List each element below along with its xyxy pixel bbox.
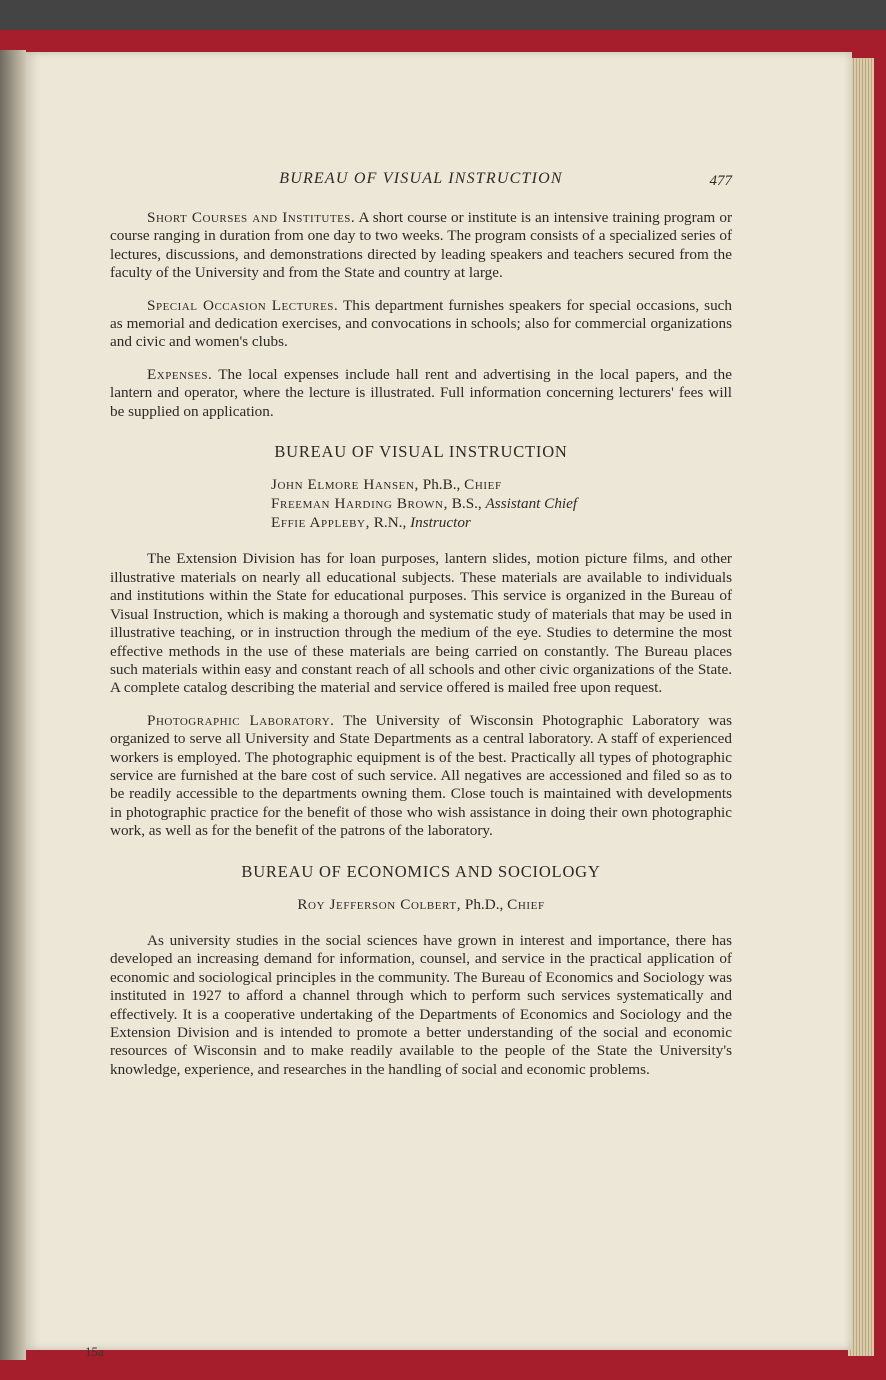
paragraph-photographic-laboratory: [110, 712, 732, 841]
section-heading-visual-instruction: BUREAU OF VISUAL INSTRUCTION: [274, 442, 568, 462]
page-content: [110, 170, 732, 1093]
signature-mark: 15a: [85, 1344, 104, 1359]
staff-entry: [110, 494, 732, 513]
staff-title: Instructor: [410, 514, 471, 532]
paragraph-lead: Expenses.: [147, 365, 213, 383]
staff-name: Freeman Harding Brown,: [271, 495, 448, 513]
page-number: 477: [709, 173, 732, 189]
book-page: [26, 52, 852, 1359]
section-heading-economics-sociology: BUREAU OF ECONOMICS AND SOCIOLOGY: [241, 861, 601, 881]
running-head: [110, 170, 732, 194]
paragraph-lead: Special Occasion Lectures.: [147, 296, 339, 314]
staff-entry: [110, 513, 732, 532]
paragraph-lead: Photographic Laboratory.: [147, 711, 335, 729]
staff-title: Chief: [464, 476, 502, 494]
staff-degree: R.N.,: [369, 514, 411, 532]
staff-entry: [110, 475, 732, 494]
paragraph-text: A short course or institute is an intensive training program or course ranging in duration from one day to two weeks. The program consists of a specialized series of lectures, discussions, and demonstrations directed by leading speakers and teachers secured from the faculty of the University and from the State and country at large.: [110, 209, 733, 282]
staff-list-economics: [110, 895, 732, 914]
paragraph-special-lectures: [110, 297, 732, 352]
running-head-title: BUREAU OF VISUAL INSTRUCTION: [279, 170, 563, 187]
paragraph-economics: As university studies in the social sciences have grown in interest and importance, there has developed an increasing demand for information, counsel, and service in the practical application of economic and sociological principles in the community. The Bureau of Economics and Sociology was instituted in 1927 to afford a channel through which to perform such services systematically and effectively. It is a cooperative undertaking of the Departments of Economics and Sociology and the Extension Division and is intended to promote a better understanding of the social and economic resources of Wisconsin and to make readily available to the people of the State the University's knowledge, experience, and researches in the handling of social and economic problems.: [110, 931, 732, 1078]
staff-entry: [110, 895, 732, 914]
staff-title: Assistant Chief: [485, 495, 578, 513]
staff-title: Chief: [507, 895, 545, 913]
paragraph-text: The University of Wisconsin Photographic Laboratory was organized to serve all University and State Departments as a central laboratory. A staff of experienced workers is employed. The photographic equipment is of the best. Practically all types of photographic service are furnished at the bare cost of such service. All negatives are accessioned and filed so as to be readily accessible to the departments owning them. Close touch is maintained with developments in photographic practice for the benefit of those who wish assistance in doing their own photographic work, as well as for the benefit of the patrons of the laboratory.: [110, 711, 732, 840]
paragraph-lead: Short Courses and Institutes.: [147, 209, 356, 226]
staff-list-visual: [110, 475, 732, 532]
staff-degree: B.S.,: [447, 495, 486, 513]
staff-name: Roy Jefferson Colbert,: [297, 895, 462, 913]
facing-page-edge: [0, 50, 26, 1360]
paragraph-text: This department furnishes speakers for special occasions, such as memorial and dedication exercises, and convocations in schools; also for commercial organizations and civic and women's clubs.: [110, 296, 733, 351]
staff-name: Effie Appleby,: [271, 514, 370, 532]
staff-degree: Ph.B.,: [418, 476, 465, 494]
paragraph-expenses: [110, 366, 732, 421]
paragraph-extension-division: The Extension Division has for loan purposes, lantern slides, motion picture films, and other illustrative materials on nearly all educational subjects. These materials are available to individuals and institutions within the State for educational purposes. This service is organized in the Bureau of Visual Instruction, which is making a thorough and systematic study of materials that may be used in illustrative teaching, or in instruction through the medium of the eye. Studies to determine the most effective methods in the use of these materials are being carried on constantly. The Bureau places such materials within easy and constant reach of all schools and other civic organizations of the State. A complete catalog describing the material and service offered is mailed free upon request.: [110, 550, 732, 697]
paragraph-short-courses: [110, 209, 732, 283]
staff-name: John Elmore Hansen,: [271, 476, 419, 494]
staff-degree: Ph.D.,: [461, 895, 508, 913]
paragraph-text: The local expenses include hall rent and advertising in the local papers, and the lantern and operator, where the lecture is illustrated. Full information concerning lecturers' fees will be supplied on application.: [110, 365, 732, 420]
